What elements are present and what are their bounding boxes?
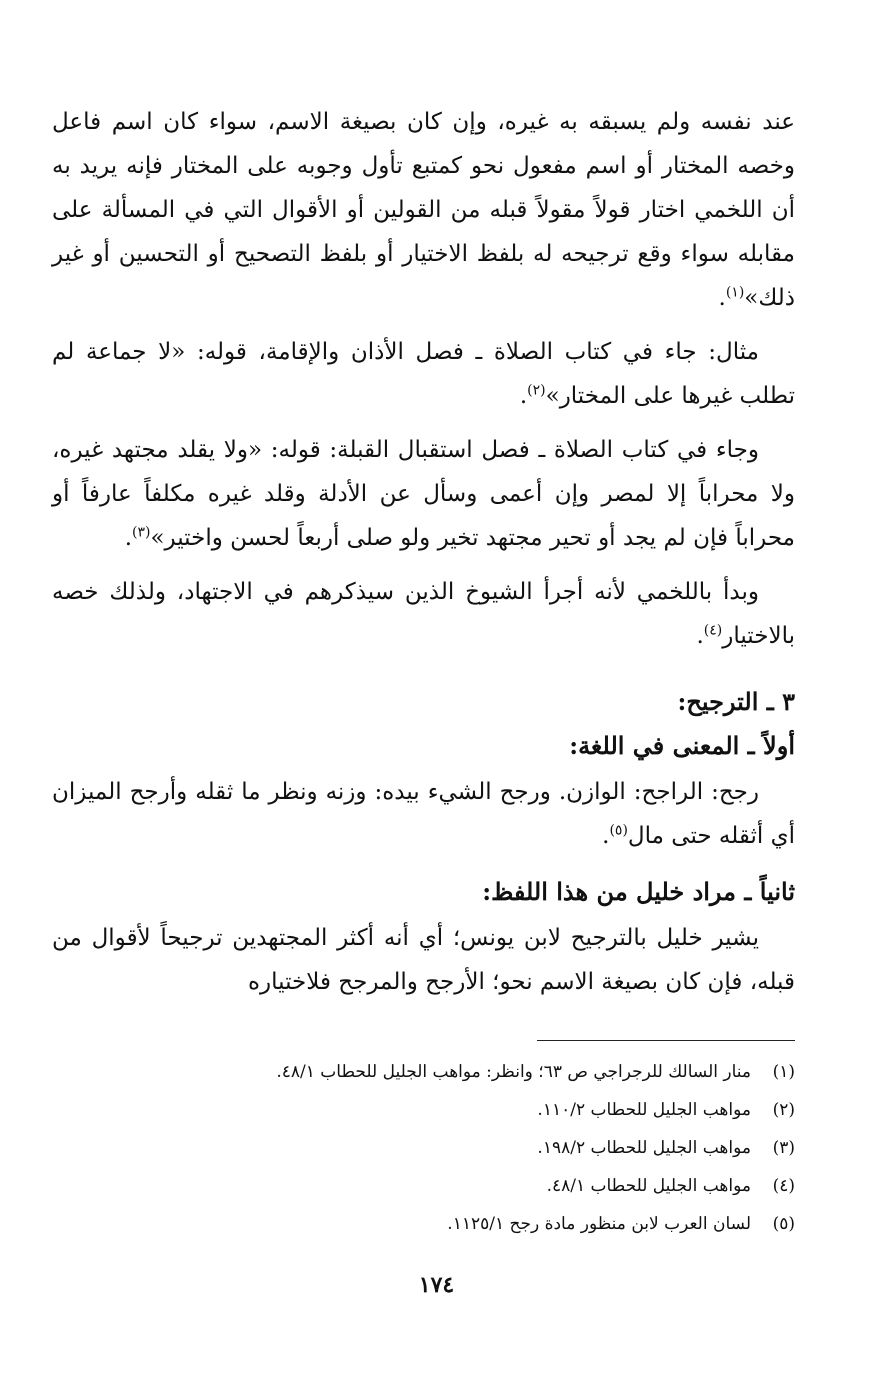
paragraph-text: وبدأ باللخمي لأنه أجرأ الشيوخ الذين سيذكرهم في الاجتهاد، ولذلك خصه بالاختيار [52, 579, 795, 649]
paragraph-text: مثال: جاء في كتاب الصلاة ـ فصل الأذان والإقامة، قوله: «لا جماعة لم تطلب غيرها على المختار» [52, 339, 795, 409]
footnote-number: (١) [772, 1062, 795, 1082]
footnote-number: (٢) [772, 1100, 795, 1120]
paragraph-5 [52, 770, 795, 858]
paragraph-1 [52, 100, 795, 320]
footnote-ref-5: (٥) [609, 822, 628, 839]
paragraph-6 [52, 916, 795, 1004]
footnote-number: (٣) [772, 1138, 795, 1158]
footnote-ref-4: (٤) [703, 622, 723, 639]
footnote-item [52, 1129, 795, 1167]
page-number: ١٧٤ [418, 1272, 455, 1298]
footnote-ref-3: (٣) [132, 524, 151, 541]
footnote-item [52, 1053, 795, 1091]
paragraph-end: . [718, 285, 726, 311]
footnote-text: لسان العرب لابن منظور مادة رجح ١١٢٥/١. [447, 1214, 751, 1234]
paragraph-text: عند نفسه ولم يسبقه به غيره، وإن كان بصيغة الاسم، سواء كان اسم فاعل وخصه المختار أو اسم مفعول نحو كمتبع تأول وجوبه على المختار فإنه يريد به أن اللخمي اختار قولاً مقولاً قبله من القولين أو الأقوال التي في المسألة على مقابله سواء وقع ترجيحه له بلفظ الاختيار أو بلفظ التصحيح أو التحسين أو غير ذلك» [52, 109, 795, 311]
footnote-text: مواهب الجليل للحطاب ١٩٨/٢. [537, 1138, 751, 1158]
paragraph-text: يشير خليل بالترجيح لابن يونس؛ أي أنه أكثر المجتهدين ترجيحاً لأقوال من قبله، فإن كان بصيغة الاسم نحو؛ الأرجح والمرجح فلاختياره [52, 925, 795, 995]
paragraph-end: . [124, 525, 133, 551]
footnote-text: مواهب الجليل للحطاب ٤٨/١. [546, 1176, 751, 1196]
footnote-divider [537, 1040, 795, 1041]
subheading-language-meaning: أولاً ـ المعنى في اللغة: [569, 731, 795, 760]
footnote-text: منار السالك للرجراجي ص ٦٣؛ وانظر: مواهب الجليل للحطاب ٤٨/١. [276, 1062, 751, 1082]
footnote-ref-1: (١) [725, 284, 745, 301]
footnote-number: (٥) [772, 1214, 795, 1234]
footnote-number: (٤) [772, 1176, 795, 1196]
paragraph-end: . [696, 623, 704, 649]
paragraph-end: . [519, 383, 528, 409]
footnote-ref-2: (٢) [527, 382, 546, 399]
paragraph-3 [52, 428, 795, 560]
subheading-khalil-meaning: ثانياً ـ مراد خليل من هذا اللفظ: [482, 877, 795, 906]
footnote-text: مواهب الجليل للحطاب ١١٠/٢. [537, 1100, 751, 1120]
footnote-item [52, 1167, 795, 1205]
section-heading: ٣ ـ الترجيح: [677, 687, 795, 716]
paragraph-text: رجح: الراجح: الوازن. ورجح الشيء بيده: وزنه ونظر ما ثقله وأرجح الميزان أي أثقله حتى مال [52, 779, 795, 849]
footnote-item [52, 1205, 795, 1243]
footnote-item [52, 1091, 795, 1129]
main-text [52, 100, 795, 1004]
paragraph-text: وجاء في كتاب الصلاة ـ فصل استقبال القبلة: قوله: «ولا يقلد مجتهد غيره، ولا محراباً إلا لمصر وإن أعمى وسأل عن الأدلة وقلد غيره مكلفاً عارفاً أو محراباً فإن لم يجد أو تحير مجتهد تخير ولو صلى أربعاً لحسن واختير» [52, 437, 795, 551]
footnotes [52, 1053, 795, 1243]
paragraph-4 [52, 570, 795, 658]
paragraph-2 [52, 330, 795, 418]
paragraph-end: . [602, 823, 610, 849]
